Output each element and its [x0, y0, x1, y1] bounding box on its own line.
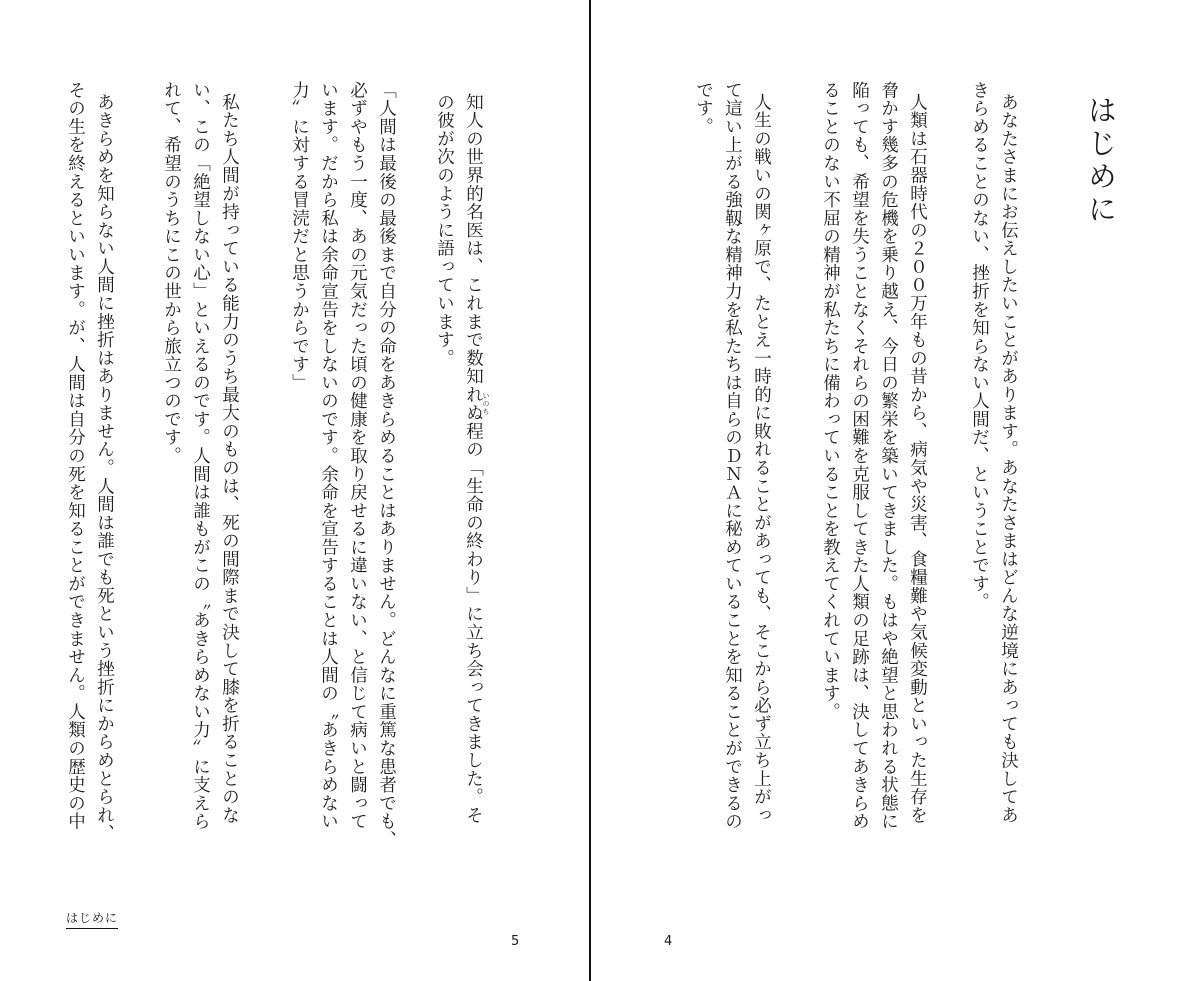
text-line: の彼が次のように語っています。: [434, 93, 455, 368]
text-line: て這い上がる強靱な精神力を私たちは自らのＤＮＡに秘めていることを知ることができるの: [722, 81, 743, 831]
page-number: 4: [664, 934, 673, 949]
right-page: [591, 0, 1181, 981]
text-line: 必ずやもう一度、あの元気だった頃の健康を取り戻せるに違いない、と信じて病いと闘って: [347, 81, 368, 831]
page-number: 5: [511, 934, 520, 949]
ruby-annotation: いのち: [482, 392, 490, 416]
text-line: 脅かす幾多の危機を乗り越え、今日の繁栄を築いてきました。もはや絶望と思われる状態に: [878, 81, 899, 831]
text-line: れて、希望のうちにこの世から旅立つのです。: [161, 81, 182, 465]
text-line: 陥っても、希望を失うことなくそれらの困難を克服してきた人類の足跡は、決してあきらめ: [849, 81, 870, 831]
text-line: 力〟に対する冒涜だと思うからです」: [289, 81, 310, 392]
text-line: です。: [693, 81, 714, 136]
text-line: あきらめを知らない人間に挫折はありません。人間は誰でも死という挫折にからめとられ、: [94, 93, 115, 843]
text-line: 人類は石器時代の２００万年もの昔から、病気や災害、食糧難や気候変動といった生存を: [907, 93, 928, 825]
running-title: はじめに: [66, 909, 118, 929]
chapter-title: はじめに: [1084, 95, 1118, 227]
text-line: 私たち人間が持っている能力のうち最大のものは、死の間際まで決して膝を折ることのな: [219, 93, 240, 825]
left-page: [0, 0, 590, 981]
text-line: い、この「絶望しない心」といえるのです。人間は誰もがこの〝あきらめない力〟に支えら: [190, 81, 211, 831]
text-line: きらめることのない、挫折を知らない人間だ、ということです。: [969, 81, 990, 612]
text-line: います。だから私は余命宣告をしないのです。余命を宣告することは人間の〝あきらめない: [318, 81, 339, 831]
text-line: 知人の世界的名医は、これまで数知れぬ程の「生命の終わり」に立ち会ってきました。そ: [463, 93, 484, 825]
text-line: その生を終えるといいます。が、人間は自分の死を知ることができません。人類の歴史の中: [65, 81, 86, 831]
text-line: 「人間は最後の最後まで自分の命をあきらめることはありません。どんなに重篤な患者でも、: [376, 81, 397, 849]
text-line: 人生の戦いの関ヶ原で、たとえ一時的に敗れることがあっても、そこから必ず立ち上がっ: [751, 93, 772, 825]
text-line: あなたさまにお伝えしたいことがあります。あなたさまはどんな逆境にあっても決してあ: [998, 93, 1019, 825]
text-line: ることのない不屈の精神が私たちに備わっていることを教えてくれています。: [820, 81, 841, 721]
